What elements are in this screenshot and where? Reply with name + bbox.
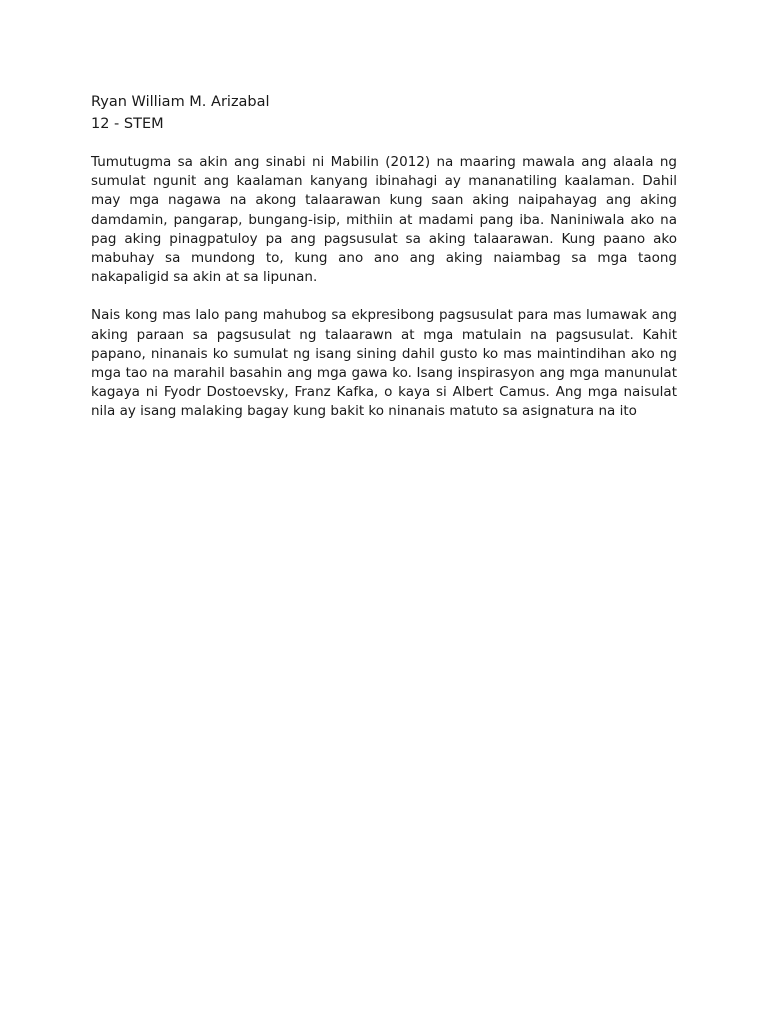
document-content — [91, 91, 677, 422]
grade-section: 12 - STEM — [91, 116, 164, 132]
body-paragraph-1: Tumutugma sa akin ang sinabi ni Mabilin (2012) na maaring mawala ang alaala ng sumulat ngunit ang kaalaman kanyang ibinahagi ay mananatiling kaalaman. Dahil may mga nagawa na akong talaarawan kung saan aking naipahayag ang aking damdamin, pangarap, bungang-isip, mithiin at madami pang iba. Naniniwala ako na pag aking pinagpatuloy pa ang pagsusulat sa aking talaarawan. Kung paano ako mabuhay sa mundong to, kung ano ano ang aking naiambag sa mga taong nakapaligid sa akin at sa lipunan. — [91, 154, 677, 286]
body-paragraph-2: Nais kong mas lalo pang mahubog sa ekpresibong pagsusulat para mas lumawak ang aking paraan sa pagsusulat ng talaarawn at mga matulain na pagsusulat. Kahit papano, ninanais ko sumulat ng isang sining dahil gusto ko mas maintindihan ako ng mga tao na marahil basahin ang mga gawa ko. Isang inspirasyon ang mga manunulat kagaya ni Fyodr Dostoevsky, Franz Kafka, o kaya si Albert Camus. Ang mga naisulat nila ay isang malaking bagay kung bakit ko ninanais matuto sa asignatura na ito — [91, 307, 677, 420]
author-name: Ryan William M. Arizabal — [91, 94, 270, 110]
